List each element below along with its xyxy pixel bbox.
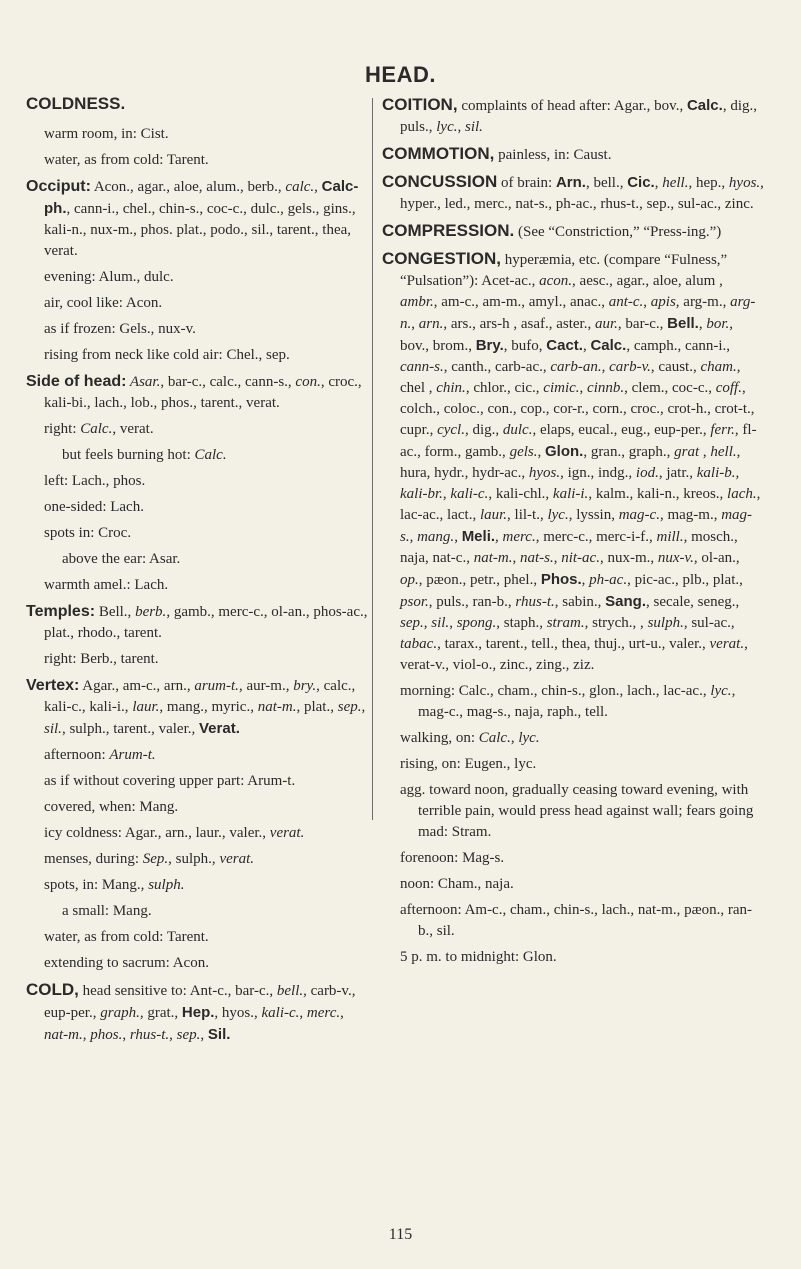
c-calc: Calc. <box>590 337 627 354</box>
c-p40: , <box>454 529 462 545</box>
vertex-b: , aur-m., <box>238 678 294 694</box>
c-p47: , ol-an., <box>693 550 740 566</box>
spots-in-a: spots, in: Mang., <box>44 877 149 893</box>
c-p2: , aesc., agar., aloe, alum , <box>572 273 723 289</box>
vertex-d: , mang., myric., <box>159 699 258 715</box>
c-p19: , <box>579 380 588 396</box>
coition-label: COITION, <box>382 95 458 114</box>
c-kalic: kali-c. <box>450 486 489 502</box>
c-phos: Phos. <box>540 571 582 588</box>
c-hell: hell. <box>710 444 737 460</box>
side-a: , bar-c., calc., cann-s., <box>160 374 296 390</box>
cold-h: , <box>122 1027 130 1043</box>
walking-lyc: lyc. <box>518 730 540 746</box>
c-p9: , <box>698 316 707 332</box>
c-bor: bor. <box>706 316 730 332</box>
c-hyos: hyos. <box>528 465 561 481</box>
cold-merc: merc. <box>306 1005 341 1021</box>
c-nuxv: nux-v. <box>657 550 694 566</box>
right-calc: Calc. <box>80 421 113 437</box>
vertex-g: , sulph., tarent., valer., <box>61 721 199 737</box>
vertex-c: , calc., kali-c., kali-i., <box>44 678 356 715</box>
c-p26: , gran., graph., <box>583 444 675 460</box>
c-p34: , kalm., kali-n., kreos., <box>588 486 728 502</box>
c-p41: , <box>495 529 503 545</box>
entry-side-of-head <box>26 371 370 414</box>
right-rest: , verat. <box>112 421 154 437</box>
entry-one-sided: one-sided: Lach. <box>44 499 144 515</box>
coition-a: complaints of head after: Agar., bov., <box>457 98 687 114</box>
icy-label: icy coldness: Agar., arn., laur., valer., <box>44 825 270 841</box>
right-column <box>382 94 764 973</box>
icy-verat: verat. <box>269 825 305 841</box>
entry-agg: agg. toward noon, gradually ceasing toward evening, with terrible pain, would press head against wall; fears going mad: Stram. <box>400 782 754 840</box>
entry-forenoon: forenoon: Mag-s. <box>400 850 505 866</box>
c-verat: verat. <box>709 636 745 652</box>
c-sulph: sulph. <box>647 615 684 631</box>
c-kalib: kali-b. <box>696 465 736 481</box>
c-mill: mill. <box>656 529 684 545</box>
c-magc: mag-c. <box>618 507 660 523</box>
concussion-d: , hep., <box>688 175 729 191</box>
entry-air: air, cool like: Acon. <box>44 295 163 311</box>
c-p10: , bov., brom., <box>400 316 734 354</box>
side-con: con. <box>295 374 321 390</box>
vertex-laur: laur. <box>132 699 160 715</box>
c-meli: Meli. <box>461 528 496 545</box>
c-p4: , <box>643 294 651 310</box>
c-bry: Bry. <box>475 337 504 354</box>
c-glon: Glon. <box>544 443 584 460</box>
entry-icy <box>26 823 370 844</box>
c-p44: , <box>512 550 520 566</box>
c-p1: hyperæmia, etc. (compare “Fulness,” “Pulsation”): Acet-ac., <box>400 252 728 289</box>
c-op: op. <box>400 572 419 588</box>
entry-temples-right: right: Berb., tarent. <box>44 651 159 667</box>
vertex-verat: Verat. <box>199 720 240 737</box>
c-p57: , strych., , <box>584 615 648 631</box>
c-p13: , camph., cann-i., <box>626 338 731 354</box>
congestion-label: CONGESTION, <box>382 249 502 268</box>
c-p53: , secale, seneg., <box>646 594 740 610</box>
menses-a: menses, during: <box>44 851 143 867</box>
temples-berb: berb. <box>135 604 167 620</box>
coldness-heading: COLDNESS. <box>26 94 126 113</box>
c-p60: , verat-v., viol-o., zinc., zing., ziz. <box>400 636 748 673</box>
c-p28: , hura, hydr., hydr-ac., <box>400 444 741 481</box>
entry-five-pm: 5 p. m. to midnight: Glon. <box>400 949 557 965</box>
c-p32: , <box>442 486 451 502</box>
c-p52: , sabin., <box>554 594 606 610</box>
c-gels: gels. <box>509 444 538 460</box>
entry-congestion <box>382 248 764 676</box>
c-cham: cham. <box>700 359 737 375</box>
vertex-e: , plat., <box>296 699 338 715</box>
c-cycl: cycl. <box>437 422 465 438</box>
c-p39: , <box>409 529 418 545</box>
c-p20: , clem., coc-c., <box>624 380 716 396</box>
c-acon: acon. <box>539 273 573 289</box>
entry-sacrum: extending to sacrum: Acon. <box>44 955 209 971</box>
vertex-sep: sep. <box>337 699 362 715</box>
entry-compression <box>382 220 764 243</box>
vertex-a: Agar., am-c., arn., <box>79 678 195 694</box>
c-p3: , am-c., am-m., amyl., anac., <box>433 294 609 310</box>
cold-b: , carb-v., eup-per., <box>44 983 356 1021</box>
c-p59: , tarax., tarent., tell., thea, thuj., urt-u., valer., <box>437 636 710 652</box>
c-iod: iod. <box>635 465 659 481</box>
c-p37: , lyssin, <box>568 507 619 523</box>
concussion-cic: Cic. <box>627 174 655 191</box>
entry-temples <box>26 601 370 644</box>
cold-label: COLD, <box>26 980 79 999</box>
c-canns: cann-s. <box>400 359 444 375</box>
occiput-calcph: Calc-ph. <box>44 178 359 217</box>
entry-occiput <box>26 176 370 262</box>
cold-f: , <box>340 1005 344 1021</box>
cold-rhus: rhus-t. <box>129 1027 170 1043</box>
entry-noon: noon: Cham., naja. <box>400 876 514 892</box>
menses-b: , sulph., <box>168 851 220 867</box>
c-ambr: ambr. <box>400 294 434 310</box>
vertex-bry: bry. <box>293 678 317 694</box>
c-p23: , elaps, eucal., eug., eup-per., <box>532 422 711 438</box>
occiput-calc: calc. <box>285 179 315 195</box>
entry-concussion <box>382 171 764 215</box>
morning-lyc: lyc. <box>710 683 732 699</box>
cold-i: , <box>169 1027 177 1043</box>
c-stram: stram. <box>546 615 585 631</box>
c-dulc: dulc. <box>502 422 533 438</box>
c-laur: laur. <box>479 507 508 523</box>
entry-right <box>26 419 370 440</box>
entry-afternoon-right: afternoon: Am-c., cham., chin-s., lach., nat-m., pæon., ran-b., sil. <box>400 902 752 939</box>
entry-left: left: Lach., phos. <box>44 473 146 489</box>
occiput-sep: , <box>314 179 322 195</box>
c-p17: , chel , <box>400 359 741 396</box>
cold-sil: Sil. <box>207 1026 231 1043</box>
concussion-hell: hell. <box>662 175 689 191</box>
cold-phos: phos. <box>90 1027 123 1043</box>
cold-graph: graph. <box>100 1005 140 1021</box>
entry-above-ear: above the ear: Asar. <box>62 551 181 567</box>
c-p15: , <box>601 359 610 375</box>
burning-label: but feels burning hot: <box>62 447 195 463</box>
c-rhus: rhus-t. <box>515 594 555 610</box>
c-p48: , pæon., petr., phel., <box>418 572 541 588</box>
vertex-label: Vertex: <box>26 677 80 694</box>
concussion-c: , <box>654 175 663 191</box>
entry-water-cold: water, as from cold: Tarent. <box>44 929 209 945</box>
compression-label: COMPRESSION. <box>382 221 515 240</box>
coition-sil: sil. <box>465 119 483 135</box>
c-antc: ant-c. <box>608 294 644 310</box>
entry-morning <box>382 681 764 723</box>
c-aur: aur. <box>594 316 618 332</box>
cold-sep: sep. <box>176 1027 201 1043</box>
entry-warmth: warmth amel.: Lach. <box>44 577 169 593</box>
burning-calc: Calc. <box>194 447 227 463</box>
occiput-rest: , cann-i., chel., chin-s., coc-c., dulc., gels., gins., kali-n., nux-m., phos. plat., podo., sil., tarent., thea, verat. <box>44 201 356 259</box>
c-lach: lach. <box>727 486 757 502</box>
c-p31: , <box>735 465 740 481</box>
c-arn: arn. <box>418 316 444 332</box>
c-tabac: tabac. <box>400 636 438 652</box>
c-cinnb: cinnb. <box>587 380 625 396</box>
walking-b: , <box>510 730 519 746</box>
entry-warm-room: warm room, in: Cist. <box>44 126 169 142</box>
cold-j: , <box>200 1027 208 1043</box>
c-sep: sep. <box>400 615 424 631</box>
c-sil: sil. <box>431 615 450 631</box>
menses-sep: Sep. <box>142 851 169 867</box>
occiput-text: Acon., agar., aloe, alum., berb., <box>90 179 286 195</box>
entry-burning <box>26 445 370 466</box>
c-p24: , fl-ac., form., gamb., <box>400 422 757 460</box>
c-p46: , nux-m., <box>599 550 658 566</box>
cold-c: , grat., <box>139 1005 182 1021</box>
entry-rising-on: rising, on: Eugen., lyc. <box>400 756 537 772</box>
cold-hep: Hep. <box>181 1004 215 1021</box>
cold-kalic: kali-c. <box>261 1005 300 1021</box>
entry-evening: evening: Alum., dulc. <box>44 269 174 285</box>
entry-small: a small: Mang. <box>62 903 152 919</box>
c-p54: , <box>423 615 432 631</box>
c-grat: grat <box>674 444 700 460</box>
concussion-a: of brain: <box>497 175 556 191</box>
c-p35: , lac-ac., lact., <box>400 486 761 523</box>
c-p11: , bufo, <box>503 338 547 354</box>
concussion-arn: Arn. <box>555 174 586 191</box>
c-p51: , puls., ran-b., <box>428 594 516 610</box>
temples-a: Bell., <box>95 604 136 620</box>
c-natm: nat-m. <box>473 550 513 566</box>
coition-c: , <box>457 119 465 135</box>
coition-b: , dig., puls., <box>400 98 757 135</box>
c-ferr: ferr. <box>710 422 735 438</box>
entry-covered: covered, when: Mang. <box>44 799 179 815</box>
entry-afternoon <box>26 745 370 766</box>
c-p29: , ign., indg., <box>560 465 636 481</box>
entry-commotion <box>382 143 764 166</box>
entry-spots-in <box>26 875 370 896</box>
c-nitac: nit-ac. <box>561 550 600 566</box>
c-p5: , arg-m., <box>675 294 731 310</box>
c-apis: apis <box>650 294 676 310</box>
left-column <box>26 94 370 1051</box>
concussion-hyos: hyos. <box>728 175 761 191</box>
c-p27: , <box>699 444 711 460</box>
commotion-text: painless, in: Caust. <box>494 147 612 163</box>
c-merc: merc. <box>502 529 536 545</box>
c-p12: , <box>582 338 591 354</box>
menses-verat: verat. <box>219 851 255 867</box>
c-p7: , ars., ars-h , asaf., aster., <box>443 316 595 332</box>
cold-bell: bell. <box>276 983 304 999</box>
column-divider <box>372 98 373 820</box>
vertex-f: , <box>361 699 366 715</box>
c-kalibr: kali-br. <box>400 486 443 502</box>
entry-spots: spots in: Croc. <box>44 525 132 541</box>
vertex-sil: sil. <box>44 721 62 737</box>
entry-water: water, as from cold: Tarent. <box>44 152 209 168</box>
side-label: Side of head: <box>26 373 127 390</box>
c-coff: coff. <box>715 380 742 396</box>
c-p22: , dig., <box>464 422 503 438</box>
c-chin: chin. <box>436 380 466 396</box>
entry-coition <box>382 94 764 138</box>
c-p21: , colch., coloc., con., cop., cor-r., corn., croc., crot-h., crot-t., cupr., <box>400 380 755 438</box>
concussion-e: , hyper., led., merc., nat-s., ph-ac., rhus-t., sep., sul-ac., zinc. <box>400 175 764 212</box>
entry-without-covering: as if without covering upper part: Arum-t. <box>44 773 296 789</box>
vertex-natm: nat-m. <box>257 699 297 715</box>
c-p49: , <box>581 572 590 588</box>
c-bell: Bell. <box>667 315 699 332</box>
entry-cold <box>26 979 370 1046</box>
afternoon-label: afternoon: <box>44 747 110 763</box>
c-phac: ph-ac. <box>589 572 628 588</box>
temples-label: Temples: <box>26 603 96 620</box>
concussion-b: , bell., <box>585 175 628 191</box>
page-title: HEAD. <box>365 62 436 87</box>
c-p14: , canth., carb-ac., <box>443 359 551 375</box>
c-p18: , chlor., cic., <box>465 380 544 396</box>
c-carban: carb-an. <box>550 359 602 375</box>
walking-calc: Calc. <box>478 730 511 746</box>
c-p45: , <box>553 550 562 566</box>
entry-walking <box>382 728 764 749</box>
coition-lyc: lyc. <box>436 119 458 135</box>
c-p56: , staph., <box>496 615 547 631</box>
c-lyc: lyc. <box>547 507 569 523</box>
c-p55: , <box>449 615 457 631</box>
side-b: , croc., kali-bi., lach., lob., phos., tarent., verat. <box>44 374 362 411</box>
page-number: 115 <box>388 1226 413 1243</box>
c-spong: spong. <box>456 615 497 631</box>
cold-g: , <box>82 1027 91 1043</box>
walking-a: walking, on: <box>400 730 479 746</box>
coition-calc: Calc. <box>686 97 723 114</box>
afternoon-arum: Arum-t. <box>109 747 156 763</box>
c-sang: Sang. <box>605 593 647 610</box>
c-cimic: cimic. <box>543 380 580 396</box>
c-p42: , merc-c., merc-i-f., <box>535 529 657 545</box>
c-p43: , mosch., naja, nat-c., <box>400 529 738 566</box>
c-p6: , <box>411 316 419 332</box>
occiput-label: Occiput: <box>26 178 91 195</box>
c-p36: , lil-t., <box>507 507 548 523</box>
c-kalii: kali-i. <box>552 486 589 502</box>
c-cact: Cact. <box>546 337 583 354</box>
side-asar: Asar. <box>126 374 161 390</box>
concussion-label: CONCUSSION <box>382 172 498 191</box>
c-p8: , bar-c., <box>617 316 668 332</box>
compression-text: (See “Constriction,” “Press-ing.”) <box>514 224 722 240</box>
c-argn: arg-n. <box>400 294 756 332</box>
vertex-arum: arum-t. <box>194 678 239 694</box>
cold-e: , <box>299 1005 307 1021</box>
c-p25: , <box>537 444 545 460</box>
c-carbv: carb-v. <box>609 359 651 375</box>
c-nats: nat-s. <box>519 550 554 566</box>
c-p58: , sul-ac., <box>683 615 735 631</box>
c-p33: , kali-chl., <box>488 486 553 502</box>
temples-b: , gamb., merc-c., ol-an., phos-ac., plat., rhodo., tarent. <box>44 604 368 641</box>
c-p50: , pic-ac., plb., plat., <box>627 572 743 588</box>
entry-rising: rising from neck like cold air: Chel., sep. <box>44 347 290 363</box>
morning-b: , mag-c., mag-s., naja, raph., tell. <box>418 683 736 720</box>
c-p30: , jatr., <box>658 465 697 481</box>
right-label: right: <box>44 421 81 437</box>
entry-vertex <box>26 675 370 740</box>
c-psor: psor. <box>400 594 429 610</box>
entry-frozen: as if frozen: Gels., nux-v. <box>44 321 196 337</box>
cold-d: , hyos., <box>214 1005 262 1021</box>
entry-menses <box>26 849 370 870</box>
commotion-label: COMMOTION, <box>382 144 495 163</box>
spots-in-sulph: sulph. <box>148 877 185 893</box>
cold-a: head sensitive to: Ant-c., bar-c., <box>78 983 277 999</box>
cold-natm: nat-m. <box>44 1027 83 1043</box>
morning-a: morning: Calc., cham., chin-s., glon., lach., lac-ac., <box>400 683 711 699</box>
c-p16: , caust., <box>650 359 701 375</box>
c-mags: mag-s. <box>400 507 753 545</box>
c-p38: , mag-m., <box>659 507 722 523</box>
c-mang: mang. <box>417 529 455 545</box>
